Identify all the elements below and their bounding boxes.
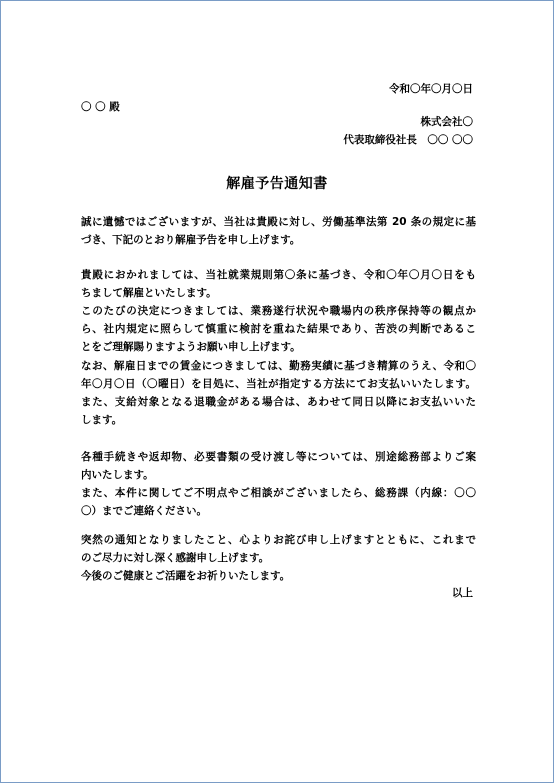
paragraph-line: 貴殿におかれましては、当社就業規則第〇条に基づき、令和〇年〇月〇日をも xyxy=(81,269,476,281)
paragraph-line: 内いたします。 xyxy=(81,469,154,481)
paragraph-line: ら、社内規定に照らして慎重に検討を重ねた結果であり、苦渋の判断であるこ xyxy=(81,323,476,335)
paragraph-legal-basis xyxy=(81,213,476,249)
ceo-name: 代表取締役社長 〇〇 〇〇 xyxy=(343,134,473,146)
paragraph-line: します。 xyxy=(81,414,123,426)
paragraph-line: なお、解雇日までの賃金につきましては、勤務実績に基づき精算のうえ、令和〇 xyxy=(81,360,476,372)
paragraph-procedures xyxy=(81,448,476,520)
paragraph-line: また、支給対象となる退職金がある場合は、あわせて同日以降にお支払いいた xyxy=(81,396,476,408)
paragraph-line: ちまして解雇といたします。 xyxy=(81,287,217,299)
company-name: 株式会社〇 xyxy=(420,116,473,128)
paragraph-line: このたびの決定につきましては、業務遂行状況や職場内の秩序保持等の観点か xyxy=(81,305,476,317)
paragraph-line: また、本件に関してご不明点やご相談がございましたら、総務課（内線：〇〇 xyxy=(81,487,476,499)
paragraph-closing-remarks xyxy=(81,531,476,585)
paragraph-wages xyxy=(81,357,476,429)
document-title: 解雇予告通知書 xyxy=(226,176,328,192)
paragraph-line: とをご理解賜りますようお願い申し上げます。 xyxy=(81,341,301,353)
paragraph-line: 〇）までご連絡ください。 xyxy=(81,505,207,517)
paragraph-line: 各種手続きや返却物、必要書類の受け渡し等については、別途総務部よりご案 xyxy=(81,451,476,463)
recipient-name: 〇 〇 殿 xyxy=(81,101,120,113)
paragraph-line: 突然の通知となりましたこと、心よりお詫び申し上げますとともに、これまで xyxy=(81,534,476,546)
paragraph-line: づき、下記のとおり解雇予告を申し上げます。 xyxy=(81,234,301,246)
paragraph-line: 年〇月〇日（〇曜日）を目処に、当社が指定する方法にてお支払いいたします。 xyxy=(81,378,476,390)
paragraph-dismissal-date xyxy=(81,266,476,356)
paragraph-line: 誠に遺憾ではございますが、当社は貴殿に対し、労働基準法第 20 条の規定に基 xyxy=(81,216,476,228)
closing-mark: 以上 xyxy=(452,587,473,599)
paragraph-line: のご尽力に対し深く感謝申し上げます。 xyxy=(81,552,270,564)
paragraph-line: 今後のご健康とご活躍をお祈りいたします。 xyxy=(81,570,291,582)
issue-date: 令和〇年〇月〇日 xyxy=(389,83,473,95)
